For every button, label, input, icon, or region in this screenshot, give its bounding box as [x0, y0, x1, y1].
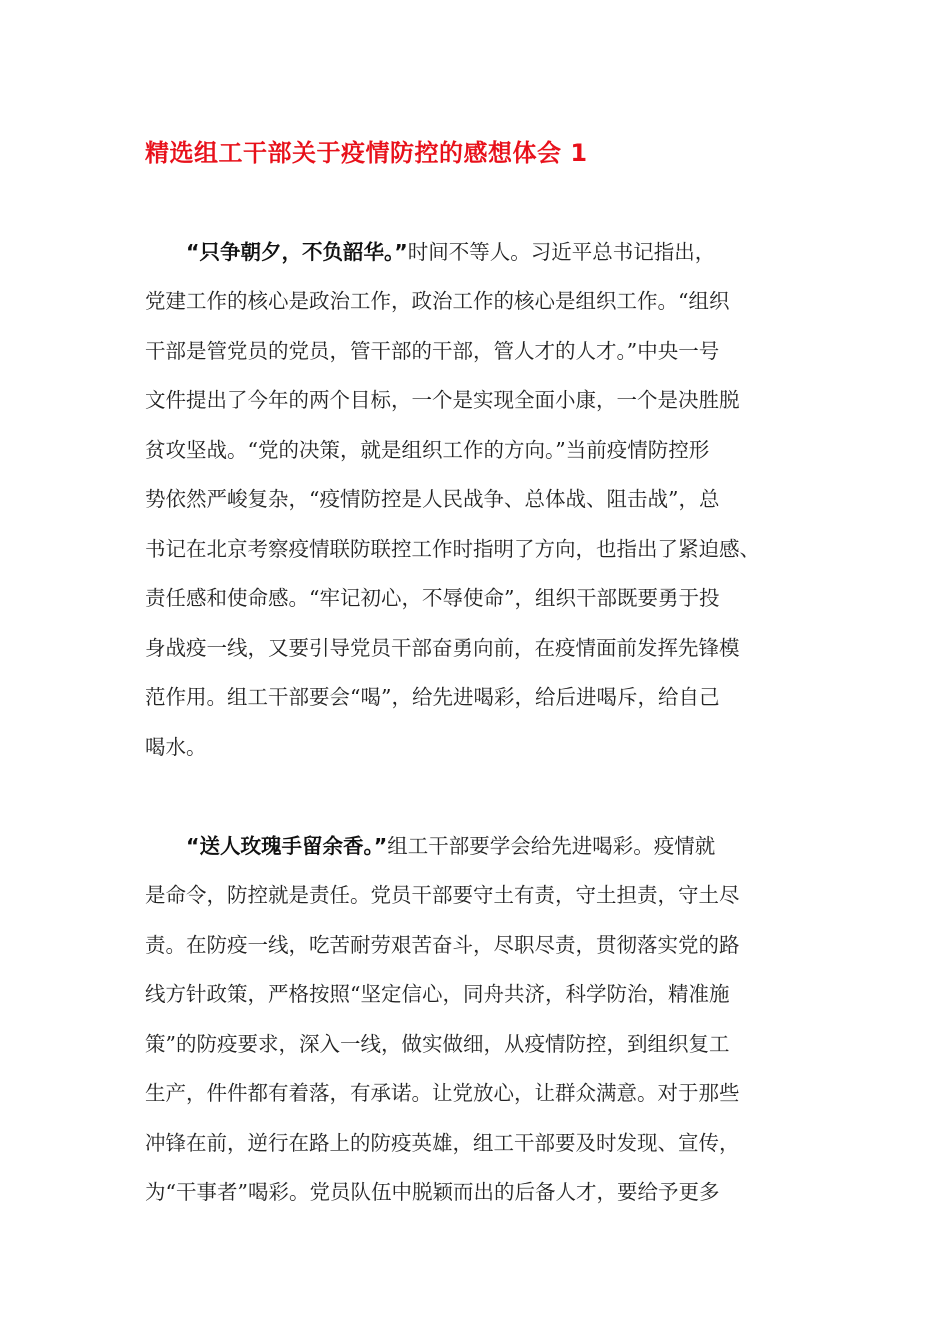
- paragraph-1-line: 责任感和使命感。“牢记初心，不辱使命”，组织干部既要勇于投: [145, 586, 720, 610]
- paragraph-2-line: 生产，件件都有着落，有承诺。让党放心，让群众满意。对于那些: [145, 1081, 740, 1105]
- paragraph-1-line: 贫攻坚战。“党的决策，就是组织工作的方向。”当前疫情防控形: [145, 438, 710, 462]
- paragraph-2-line: 组工干部要学会给先进喝彩。疫情就: [387, 834, 716, 858]
- paragraph-1-line: 势依然严峻复杂，“疫情防控是人民战争、总体战、阻击战”，总: [145, 487, 720, 511]
- paragraph-1-line: 范作用。组工干部要会“喝”，给先进喝彩，给后进喝斥，给自己: [145, 685, 720, 709]
- document-title: 精选组工干部关于疫情防控的感想体会 1: [145, 139, 588, 167]
- paragraph-1-first-line: [186, 237, 715, 267]
- paragraph-2-line: 线方针政策，严格按照“坚定信心，同舟共济，科学防治，精准施: [145, 982, 730, 1006]
- paragraph-2-line: 冲锋在前，逆行在路上的防疫英雄，组工干部要及时发现、宣传，: [145, 1131, 740, 1155]
- paragraph-1-line: 党建工作的核心是政治工作，政治工作的核心是组织工作。“组织: [145, 289, 730, 313]
- paragraph-1-lead-quote: “只争朝夕，不负韶华。”: [186, 240, 408, 264]
- paragraph-1-line: 干部是管党员的党员，管干部的干部，管人才的人才。”中央一号: [145, 339, 720, 363]
- paragraph-1-line: 身战疫一线，又要引导党员干部奋勇向前，在疫情面前发挥先锋模: [145, 636, 740, 660]
- paragraph-2-line: 策”的防疫要求，深入一线，做实做细，从疫情防控，到组织复工: [145, 1032, 730, 1056]
- paragraph-2-line: 为“干事者”喝彩。党员队伍中脱颖而出的后备人才，要给予更多: [145, 1180, 720, 1204]
- paragraph-1-line: 书记在北京考察疫情联防联控工作时指明了方向，也指出了紧迫感、: [145, 537, 760, 561]
- paragraph-2-lead-quote: “送人玫瑰手留余香。”: [186, 834, 388, 858]
- paragraph-2-first-line: [186, 831, 715, 861]
- paragraph-1-line: 时间不等人。习近平总书记指出，: [407, 240, 716, 264]
- paragraph-2-line: 责。在防疫一线，吃苦耐劳艰苦奋斗，尽职尽责，贯彻落实党的路: [145, 933, 740, 957]
- paragraph-2-line: 是命令，防控就是责任。党员干部要守土有责，守土担责，守土尽: [145, 883, 740, 907]
- paragraph-1-line: 文件提出了今年的两个目标，一个是实现全面小康，一个是决胜脱: [145, 388, 740, 412]
- paragraph-1-line: 喝水。: [145, 735, 207, 759]
